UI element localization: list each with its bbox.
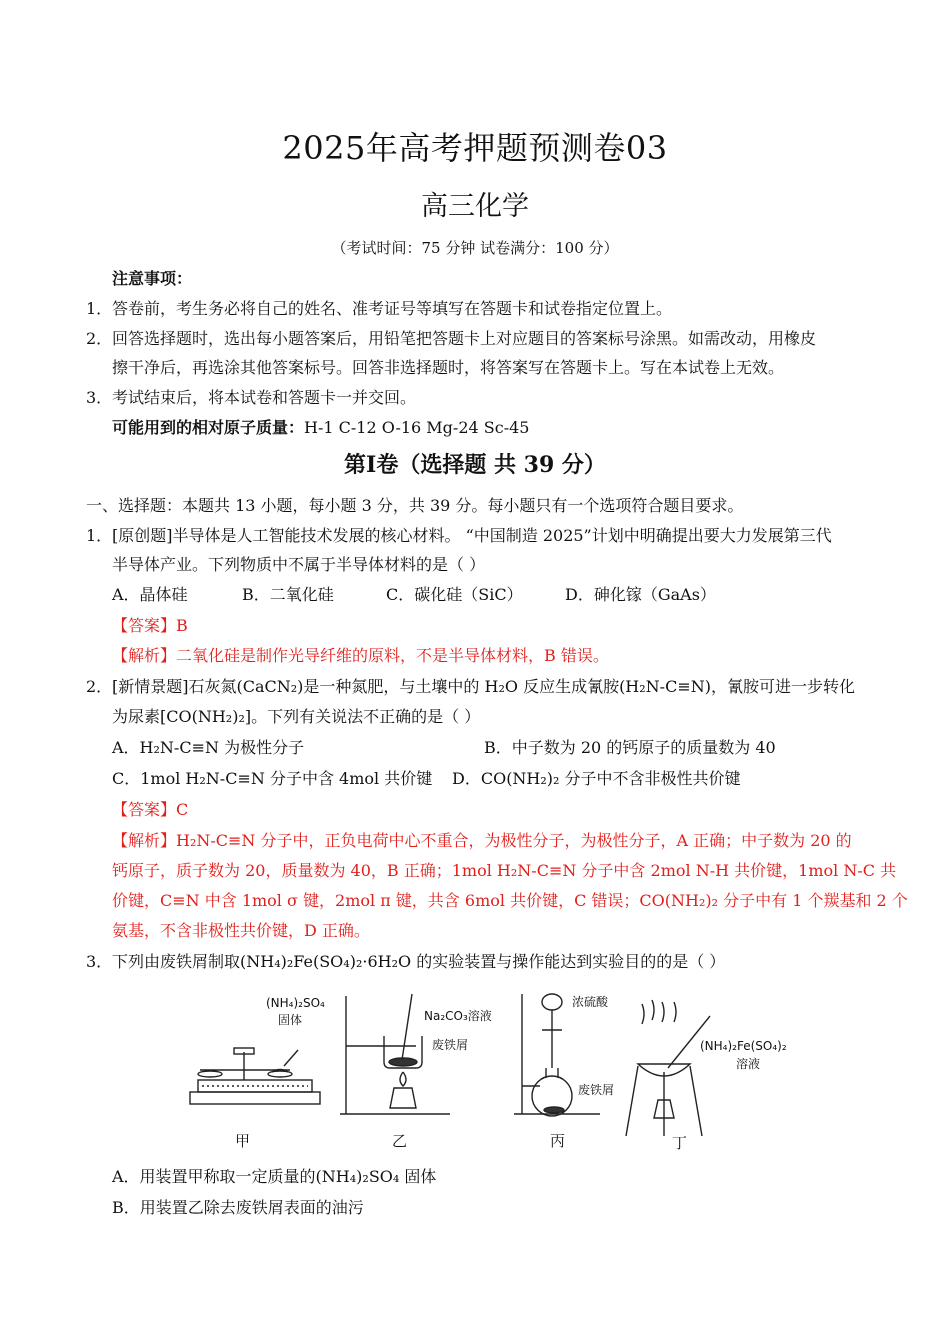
fig-label-ammonium-sulfate: (NH₄)₂SO₄ bbox=[266, 996, 325, 1010]
apparatus-figure bbox=[180, 986, 830, 1156]
q2-option-c: C．1mol H₂N-C≡N 分子中含 4mol 共价键 bbox=[112, 769, 433, 788]
notice-item-2 bbox=[86, 328, 816, 350]
fig-caption-yi: 乙 bbox=[392, 1132, 408, 1150]
section-instruction: 一、选择题：本题共 13 小题，每小题 3 分，共 39 分。每小题只有一个选项符合题目要求。 bbox=[86, 496, 744, 515]
q1-stem-line1: [原创题]半导体是人工智能技术发展的核心材料。 “中国制造 2025”计划中明确提出要大力发展第三代 bbox=[112, 526, 832, 545]
q2-stem-line1: [新情景题]石灰氮(CaCN₂)是一种氮肥，与土壤中的 H₂O 反应生成氰胺(H₂N-C≡N)，氰胺可进一步转化 bbox=[112, 677, 855, 696]
q1-option-d: D．砷化镓（GaAs） bbox=[565, 585, 716, 604]
q2-option-b: B．中子数为 20 的钙原子的质量数为 40 bbox=[484, 738, 776, 757]
fig-caption-ding: 丁 bbox=[672, 1134, 688, 1152]
fig-label-conc-sulfuric: 浓硫酸 bbox=[572, 995, 609, 1009]
balance-apparatus bbox=[190, 1048, 320, 1104]
fig-label-sodium-carbonate: Na₂CO₃溶液 bbox=[424, 1009, 492, 1023]
atomic-mass bbox=[112, 417, 529, 439]
q1-answer: 【答案】B bbox=[112, 616, 188, 635]
notice-num: 3． bbox=[86, 388, 113, 407]
q3-option-a: A．用装置甲称取一定质量的(NH₄)₂SO₄ 固体 bbox=[112, 1167, 437, 1186]
q2-analysis-line1: 【解析】H₂N-C≡N 分子中，正负电荷中心不重合，为极性分子，为极性分子，A 正确；中子数为 20 的 bbox=[112, 831, 852, 850]
fig-label-iron-filings-2: 废铁屑 bbox=[578, 1083, 615, 1097]
q2-stem-line2: 为尿素[CO(NH₂)₂]。下列有关说法不正确的是（ ） bbox=[112, 707, 481, 726]
exam-meta: （考试时间：75 分钟 试卷满分：100 分） bbox=[331, 239, 619, 257]
q3-stem-text: 下列由废铁屑制取(NH₄)₂Fe(SO₄)₂·6H₂O 的实验装置与操作能达到实验目的的是（ ） bbox=[112, 952, 726, 971]
notice-text: 回答选择题时，选出每小题答案后，用铅笔把答题卡上对应题目的答案标号涂黑。如需改动，用橡皮 bbox=[112, 329, 817, 348]
q1-stem-line2: 半导体产业。下列物质中不属于半导体材料的是（ ） bbox=[112, 555, 486, 574]
q3-num: 3． bbox=[86, 952, 113, 971]
fig-caption-bing: 丙 bbox=[550, 1132, 566, 1150]
notice-item-1 bbox=[86, 298, 672, 320]
section-heading: 第Ⅰ卷（选择题 共 39 分） bbox=[344, 452, 606, 478]
notice-num: 2． bbox=[86, 329, 113, 348]
notice-item-2-cont: 擦干净后，再选涂其他答案标号。回答非选择题时，将答案写在答题卡上。写在本试卷上无效。 bbox=[112, 358, 785, 377]
q3-option-b: B．用装置乙除去废铁屑表面的油污 bbox=[112, 1198, 364, 1217]
q2-analysis-line2: 钙原子，质子数为 20，质量数为 40，B 正确；1mol H₂N-C≡N 分子中含 2mol N-H 共价键，1mol N-C 共 bbox=[112, 861, 897, 880]
notice-heading: 注意事项： bbox=[112, 269, 193, 288]
atomic-mass-values: H-1 C-12 O-16 Mg-24 Sc-45 bbox=[304, 418, 530, 437]
flask-apparatus bbox=[514, 994, 600, 1116]
fig-label-solution: 溶液 bbox=[736, 1057, 761, 1071]
q1-option-b: B．二氧化硅 bbox=[242, 585, 334, 604]
q1-stem bbox=[86, 525, 832, 547]
q1-analysis: 【解析】二氧化硅是制作光导纤维的原料，不是半导体材料，B 错误。 bbox=[112, 646, 609, 665]
page-subtitle: 高三化学 bbox=[421, 191, 529, 222]
atomic-mass-label: 可能用到的相对原子质量： bbox=[112, 418, 305, 437]
notice-text: 答卷前，考生务必将自己的姓名、准考证号等填写在答题卡和试卷指定位置上。 bbox=[112, 299, 673, 318]
q2-option-a: A．H₂N-C≡N 为极性分子 bbox=[112, 738, 305, 757]
q2-analysis-line3: 价键，C≡N 中含 1mol σ 键，2mol π 键，共含 6mol 共价键，C 错误；CO(NH₂)₂ 分子中有 1 个羰基和 2 个 bbox=[112, 891, 908, 910]
q2-option-d: D．CO(NH₂)₂ 分子中不含非极性共价键 bbox=[452, 769, 741, 788]
page-title: 2025年高考押题预测卷03 bbox=[282, 129, 668, 167]
q2-stem bbox=[86, 676, 855, 698]
fig-caption-jia: 甲 bbox=[235, 1132, 251, 1150]
fig-label-mohr-salt: (NH₄)₂Fe(SO₄)₂ bbox=[700, 1039, 787, 1053]
notice-item-3 bbox=[86, 387, 416, 409]
fig-label-solid: 固体 bbox=[278, 1013, 303, 1027]
q3-stem bbox=[86, 951, 725, 973]
q2-analysis-line4: 氨基，不含非极性共价键，D 正确。 bbox=[112, 921, 370, 940]
notice-text: 考试结束后，将本试卷和答题卡一并交回。 bbox=[112, 388, 417, 407]
q1-option-c: C．碳化硅（SiC） bbox=[386, 585, 523, 604]
q2-answer: 【答案】C bbox=[112, 800, 189, 819]
q1-num: 1． bbox=[86, 526, 113, 545]
evaporation-apparatus bbox=[626, 1000, 710, 1136]
notice-num: 1． bbox=[86, 299, 113, 318]
fig-label-iron-filings-1: 废铁屑 bbox=[432, 1038, 469, 1052]
q1-option-a: A．晶体硅 bbox=[112, 585, 188, 604]
q2-num: 2． bbox=[86, 677, 113, 696]
